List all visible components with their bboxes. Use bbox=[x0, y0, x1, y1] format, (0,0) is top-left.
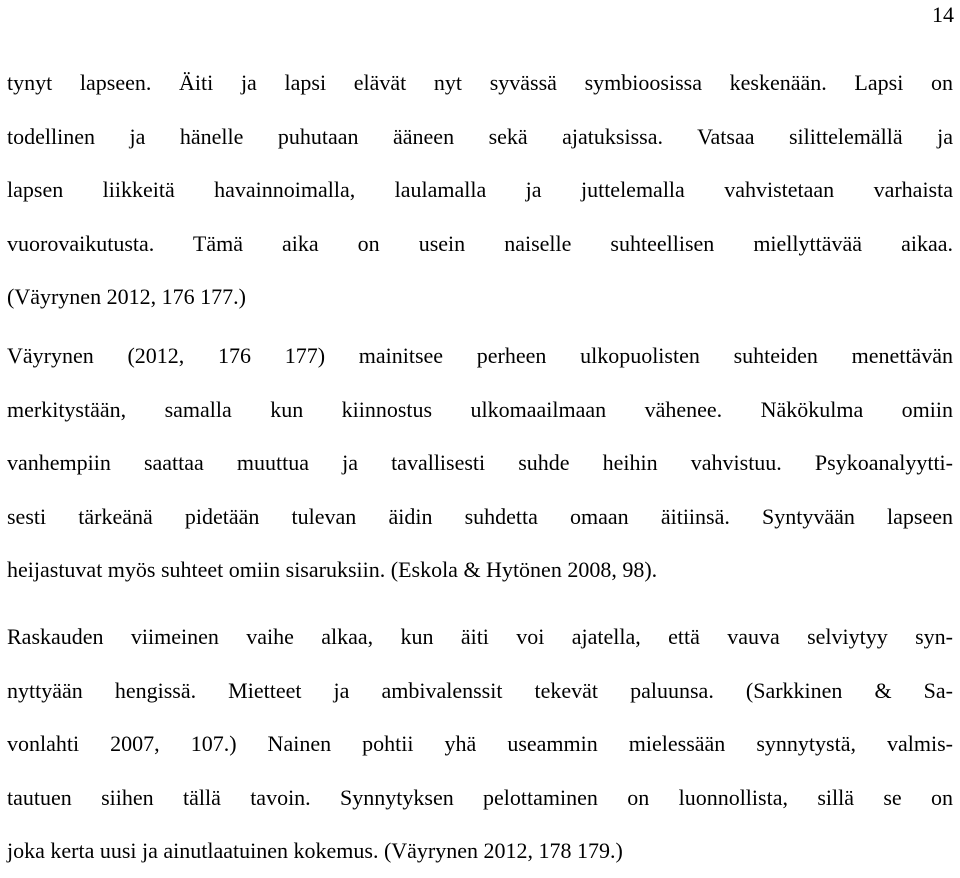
text-line: (Väyrynen 2012, 176 177.) bbox=[7, 284, 246, 309]
text-line: sesti tärkeänä pidetään tulevan äidin suhdetta omaan äitiinsä. Syntyvään lapseen bbox=[7, 503, 953, 529]
text-line: lapsen liikkeitä havainnoimalla, laulamalla ja juttelemalla vahvistetaan varhaista bbox=[7, 177, 953, 202]
text-line: heijastuvat myös suhteet omiin sisaruksiin. (Eskola & Hytönen 2008, 98). bbox=[7, 557, 658, 582]
paragraph-3 bbox=[7, 610, 953, 878]
text-line: merkitystään, samalla kun kiinnostus ulkomaailmaan vähenee. Näkökulma omiin bbox=[7, 396, 953, 422]
paragraph-1 bbox=[7, 56, 953, 324]
text-line: todellinen ja hänelle puhutaan ääneen sekä ajatuksissa. Vatsaa silittelemällä ja bbox=[7, 123, 953, 149]
text-line: joka kerta uusi ja ainutlaatuinen kokemus. (Väyrynen 2012, 178 179.) bbox=[7, 838, 623, 863]
text-line: tynyt lapseen. Äiti ja lapsi elävät nyt syvässä symbioosissa keskenään. Lapsi on bbox=[7, 70, 953, 95]
text-line: Raskauden viimeinen vaihe alkaa, kun äiti voi ajatella, että vauva selviytyy syn- bbox=[7, 624, 953, 649]
text-line: vonlahti 2007, 107.) Nainen pohtii yhä useammin mielessään synnytystä, valmis- bbox=[7, 731, 953, 756]
text-line: vuorovaikutusta. Tämä aika on usein naiselle suhteellisen miellyttävää aikaa. bbox=[7, 230, 953, 256]
page-number: 14 bbox=[932, 2, 954, 27]
text-line: nyttyään hengissä. Mietteet ja ambivalenssit tekevät paluunsa. (Sarkkinen & Sa- bbox=[7, 677, 953, 703]
text-line: tautuen siihen tällä tavoin. Synnytyksen pelottaminen on luonnollista, sillä se on bbox=[7, 784, 953, 810]
text-line: Väyrynen (2012, 176 177) mainitsee perheen ulkopuolisten suhteiden menettävän bbox=[7, 343, 953, 368]
paragraph-2 bbox=[7, 329, 953, 597]
text-line: vanhempiin saattaa muuttua ja tavallisesti suhde heihin vahvistuu. Psykoanalyytti- bbox=[7, 450, 953, 475]
